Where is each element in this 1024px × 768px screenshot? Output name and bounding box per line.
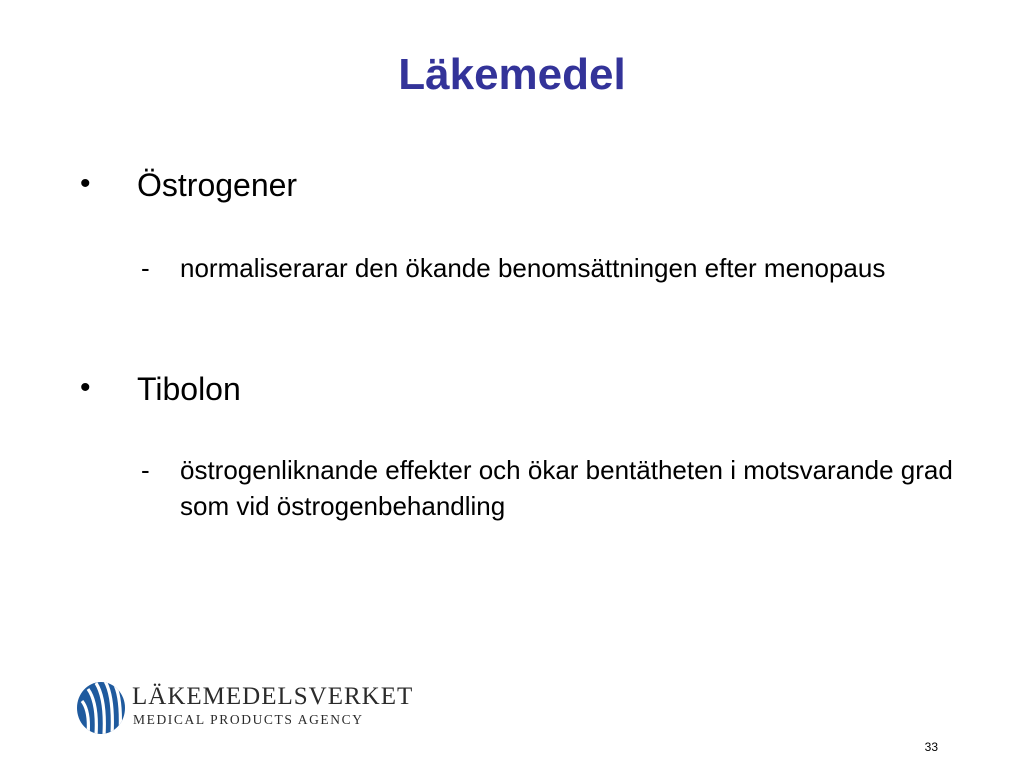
agency-emblem-icon xyxy=(76,681,126,735)
logo-name: LÄKEMEDELSVERKET xyxy=(132,683,414,710)
bullet-marker: • xyxy=(80,167,91,200)
lakemedelsverket-logo xyxy=(76,681,436,735)
sub-bullet-text: normaliserarar den ökande benomsättningen efter menopaus xyxy=(180,253,886,283)
bullet-text: Östrogener xyxy=(137,167,298,203)
sub-bullet-marker: - xyxy=(141,455,150,485)
page-number: 33 xyxy=(924,740,938,754)
slide-title: Läkemedel xyxy=(398,50,626,99)
bullet-marker: • xyxy=(80,371,91,404)
bullet-text: Tibolon xyxy=(137,371,241,407)
sub-bullet-marker: - xyxy=(141,253,150,283)
sub-bullet-text: östrogenliknande effekter och ökar bentätheten i motsvarande grad som vid östrogenbehandling xyxy=(180,455,953,521)
logo-subtitle: MEDICAL PRODUCTS AGENCY xyxy=(133,712,364,727)
